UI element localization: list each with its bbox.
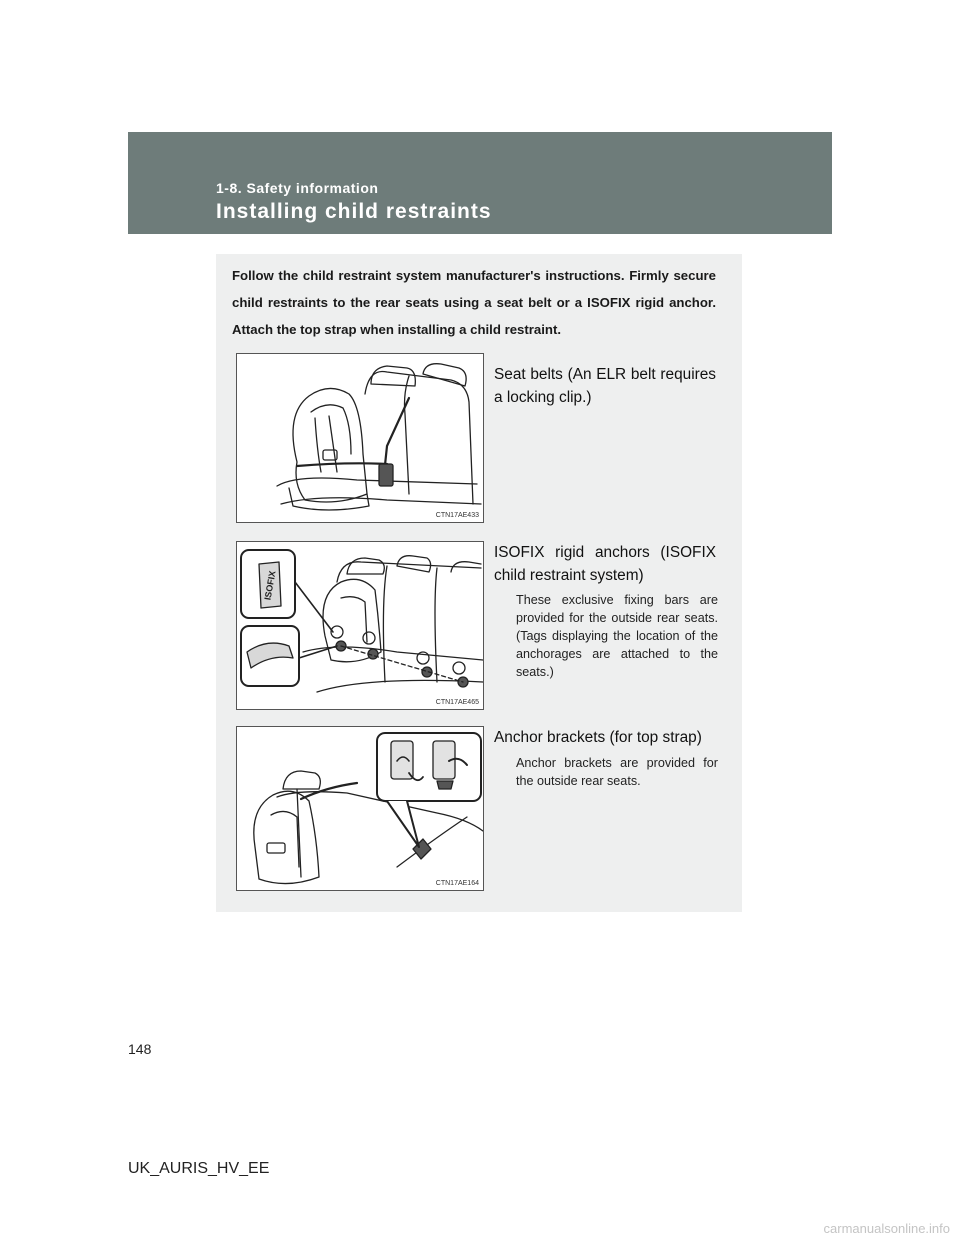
seat-belt-illustration bbox=[236, 353, 484, 523]
figure-code: CTN17AE164 bbox=[435, 880, 479, 887]
item-body-isofix: These exclusive fixing bars are provided for the outside rear seats. (Tags displaying the location of the anchorages are attached to the seats.) bbox=[516, 593, 718, 679]
page-number: 148 bbox=[128, 1041, 152, 1057]
seat-belt-drawing bbox=[237, 354, 484, 523]
figure-code: CTN17AE465 bbox=[435, 699, 479, 706]
page-title: Installing child restraints bbox=[216, 200, 492, 223]
item-title-anchor-brackets: Anchor brackets (for top strap) bbox=[494, 729, 702, 746]
watermark: carmanualsonline.info bbox=[823, 1221, 950, 1236]
item-body-anchor-brackets: Anchor brackets are provided for the outside rear seats. bbox=[516, 756, 718, 788]
isofix-drawing bbox=[237, 542, 484, 710]
item-title-seat-belts: Seat belts (An ELR belt requires a locking clip.) bbox=[494, 366, 716, 406]
item-title-isofix: ISOFIX rigid anchors (ISOFIX child restraint system) bbox=[494, 544, 716, 584]
intro-paragraph: Follow the child restraint system manufacturer's instructions. Firmly secure child restraints to the rear seats using a seat belt or a ISOFIX rigid anchor. Attach the top strap when installing a child restraint. bbox=[232, 268, 716, 337]
document-code: UK_AURIS_HV_EE bbox=[128, 1160, 270, 1177]
isofix-tag-label: ISOFIX bbox=[262, 570, 278, 601]
anchor-brackets-drawing bbox=[237, 727, 484, 891]
section-label: 1-8. Safety information bbox=[216, 180, 379, 196]
figure-code: CTN17AE433 bbox=[435, 512, 479, 519]
isofix-anchors-illustration bbox=[236, 541, 484, 710]
anchor-brackets-illustration bbox=[236, 726, 484, 891]
